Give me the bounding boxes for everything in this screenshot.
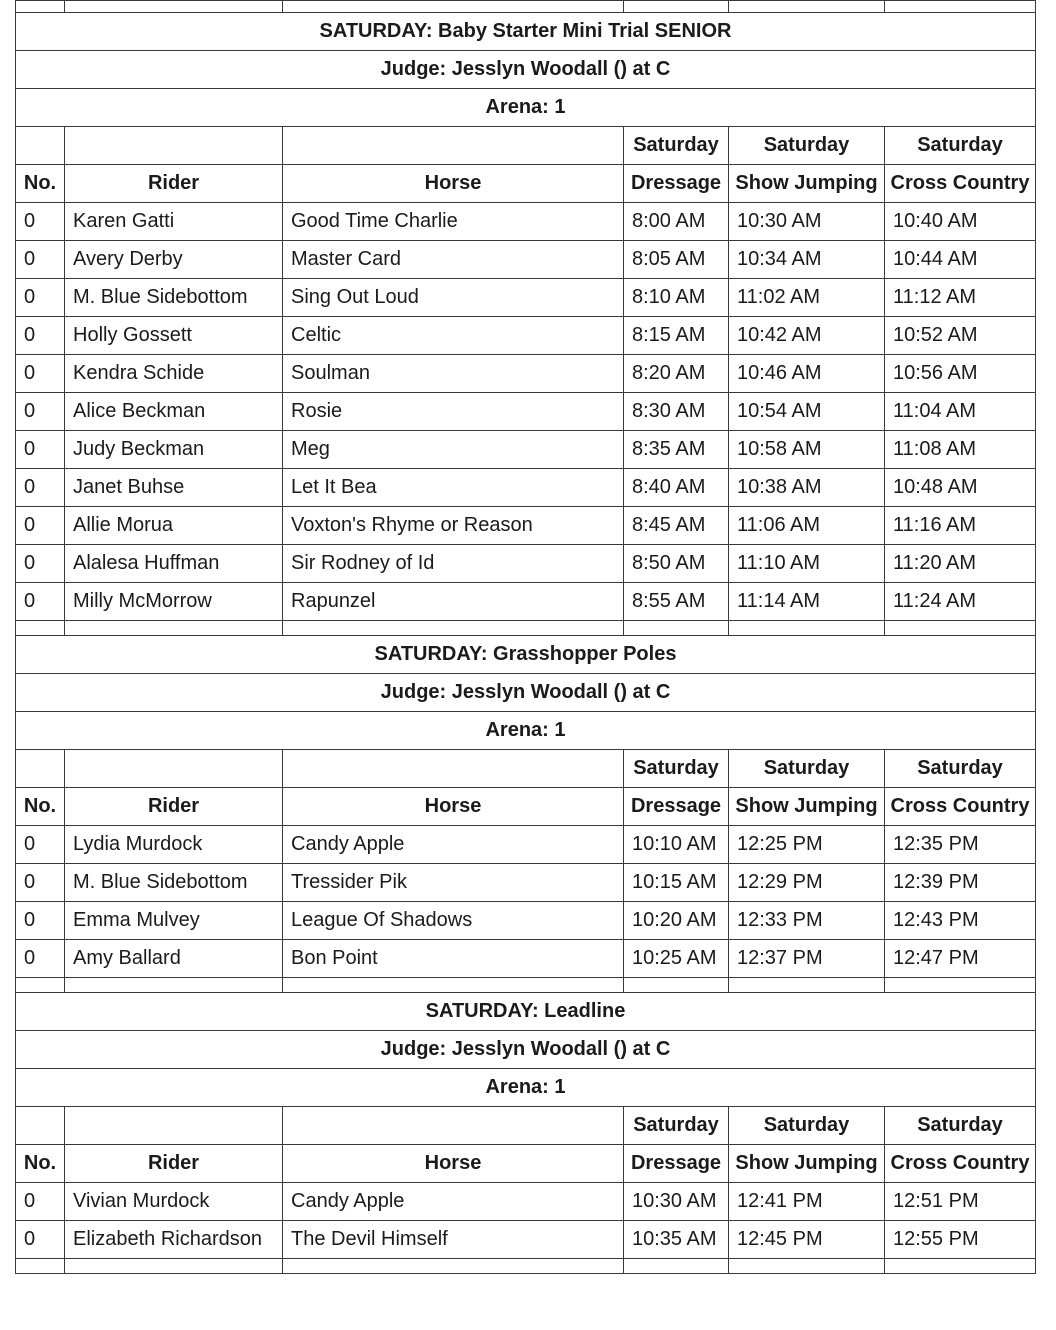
no-column-header: No.	[16, 165, 65, 203]
cross-country-time: 11:08 AM	[885, 431, 1036, 469]
spacer-cell	[624, 978, 729, 993]
dressage-day-header: Saturday	[624, 127, 729, 165]
cross-country-time: 12:35 PM	[885, 826, 1036, 864]
show-jumping-time: 12:33 PM	[729, 902, 885, 940]
entry-number: 0	[16, 507, 65, 545]
section-spacer-row	[16, 978, 1036, 993]
horse-name: Rapunzel	[283, 583, 624, 621]
blank-header-cell	[65, 1107, 283, 1145]
spacer-cell	[729, 978, 885, 993]
table-row	[16, 826, 1036, 864]
horse-name: Voxton's Rhyme or Reason	[283, 507, 624, 545]
spacer-cell	[65, 1, 283, 13]
rider-name: M. Blue Sidebottom	[65, 864, 283, 902]
show-jumping-time: 10:58 AM	[729, 431, 885, 469]
table-row	[16, 279, 1036, 317]
section-title-row	[16, 636, 1036, 674]
judge-line-row	[16, 1031, 1036, 1069]
judge-line: Judge: Jesslyn Woodall () at C	[16, 674, 1036, 712]
blank-header-cell	[16, 750, 65, 788]
dressage-time: 8:55 AM	[624, 583, 729, 621]
rider-name: Kendra Schide	[65, 355, 283, 393]
show-jumping-time: 11:02 AM	[729, 279, 885, 317]
table-row	[16, 545, 1036, 583]
horse-name: Sir Rodney of Id	[283, 545, 624, 583]
table-row	[16, 469, 1036, 507]
rider-name: Alice Beckman	[65, 393, 283, 431]
horse-name: Soulman	[283, 355, 624, 393]
entry-number: 0	[16, 583, 65, 621]
cross-country-time: 12:39 PM	[885, 864, 1036, 902]
horse-name: The Devil Himself	[283, 1221, 624, 1259]
entry-number: 0	[16, 393, 65, 431]
entry-number: 0	[16, 355, 65, 393]
blank-header-cell	[16, 1107, 65, 1145]
rider-name: M. Blue Sidebottom	[65, 279, 283, 317]
show-jumping-time: 12:37 PM	[729, 940, 885, 978]
day-header-row	[16, 127, 1036, 165]
rider-name: Avery Derby	[65, 241, 283, 279]
dressage-time: 8:05 AM	[624, 241, 729, 279]
rider-name: Emma Mulvey	[65, 902, 283, 940]
top-spacer-row	[16, 1, 1036, 13]
show-jumping-time: 10:38 AM	[729, 469, 885, 507]
blank-header-cell	[283, 127, 624, 165]
rider-name: Allie Morua	[65, 507, 283, 545]
dressage-time: 8:35 AM	[624, 431, 729, 469]
horse-name: Candy Apple	[283, 826, 624, 864]
table-row	[16, 1221, 1036, 1259]
entry-number: 0	[16, 826, 65, 864]
dressage-time: 10:15 AM	[624, 864, 729, 902]
arena-line-row	[16, 1069, 1036, 1107]
spacer-cell	[729, 621, 885, 636]
dressage-time: 8:30 AM	[624, 393, 729, 431]
cross-country-time: 12:55 PM	[885, 1221, 1036, 1259]
spacer-cell	[885, 1259, 1036, 1274]
show-jumping-day-header: Saturday	[729, 127, 885, 165]
cross-country-day-header: Saturday	[885, 750, 1036, 788]
entry-number: 0	[16, 317, 65, 355]
entry-number: 0	[16, 1221, 65, 1259]
table-row	[16, 355, 1036, 393]
horse-column-header: Horse	[283, 788, 624, 826]
rider-name: Alalesa Huffman	[65, 545, 283, 583]
spacer-cell	[283, 978, 624, 993]
entry-number: 0	[16, 864, 65, 902]
cross-country-time: 10:40 AM	[885, 203, 1036, 241]
cross-country-day-header: Saturday	[885, 1107, 1036, 1145]
dressage-time: 10:20 AM	[624, 902, 729, 940]
table-row	[16, 507, 1036, 545]
horse-name: Meg	[283, 431, 624, 469]
show-jumping-time: 11:14 AM	[729, 583, 885, 621]
spacer-cell	[65, 978, 283, 993]
cross-country-time: 11:16 AM	[885, 507, 1036, 545]
blank-header-cell	[65, 750, 283, 788]
arena-line-row	[16, 712, 1036, 750]
cross-country-time: 10:52 AM	[885, 317, 1036, 355]
arena-line: Arena: 1	[16, 712, 1036, 750]
horse-name: Celtic	[283, 317, 624, 355]
show-jumping-column-header: Show Jumping	[729, 788, 885, 826]
table-row	[16, 393, 1036, 431]
show-jumping-column-header: Show Jumping	[729, 165, 885, 203]
dressage-time: 8:10 AM	[624, 279, 729, 317]
judge-line-row	[16, 674, 1036, 712]
spacer-cell	[885, 978, 1036, 993]
spacer-cell	[283, 621, 624, 636]
dressage-time: 10:25 AM	[624, 940, 729, 978]
spacer-cell	[624, 621, 729, 636]
cross-country-time: 10:48 AM	[885, 469, 1036, 507]
dressage-day-header: Saturday	[624, 1107, 729, 1145]
dressage-time: 10:10 AM	[624, 826, 729, 864]
spacer-cell	[729, 1, 885, 13]
section-title-row	[16, 13, 1036, 51]
horse-column-header: Horse	[283, 165, 624, 203]
section-title: SATURDAY: Grasshopper Poles	[16, 636, 1036, 674]
rider-name: Holly Gossett	[65, 317, 283, 355]
section-title-row	[16, 993, 1036, 1031]
cross-country-time: 12:47 PM	[885, 940, 1036, 978]
horse-name: Sing Out Loud	[283, 279, 624, 317]
day-header-row	[16, 1107, 1036, 1145]
show-jumping-time: 10:54 AM	[729, 393, 885, 431]
spacer-cell	[624, 1, 729, 13]
table-row	[16, 902, 1036, 940]
horse-name: Let It Bea	[283, 469, 624, 507]
dressage-time: 8:45 AM	[624, 507, 729, 545]
cross-country-time: 10:56 AM	[885, 355, 1036, 393]
rider-name: Karen Gatti	[65, 203, 283, 241]
column-header-row	[16, 1145, 1036, 1183]
spacer-cell	[283, 1, 624, 13]
spacer-cell	[16, 1259, 65, 1274]
dressage-day-header: Saturday	[624, 750, 729, 788]
no-column-header: No.	[16, 788, 65, 826]
rider-column-header: Rider	[65, 165, 283, 203]
cross-country-time: 12:51 PM	[885, 1183, 1036, 1221]
cross-country-time: 12:43 PM	[885, 902, 1036, 940]
spacer-cell	[16, 1, 65, 13]
table-row	[16, 940, 1036, 978]
cross-country-column-header: Cross Country	[885, 165, 1036, 203]
rider-name: Janet Buhse	[65, 469, 283, 507]
section-title: SATURDAY: Leadline	[16, 993, 1036, 1031]
schedule-table	[15, 0, 1036, 1274]
table-row	[16, 241, 1036, 279]
spacer-cell	[65, 1259, 283, 1274]
spacer-cell	[624, 1259, 729, 1274]
cross-country-time: 11:12 AM	[885, 279, 1036, 317]
blank-header-cell	[65, 127, 283, 165]
spacer-cell	[65, 621, 283, 636]
rider-name: Judy Beckman	[65, 431, 283, 469]
dressage-column-header: Dressage	[624, 165, 729, 203]
spacer-cell	[283, 1259, 624, 1274]
cross-country-time: 11:04 AM	[885, 393, 1036, 431]
horse-name: Rosie	[283, 393, 624, 431]
judge-line: Judge: Jesslyn Woodall () at C	[16, 1031, 1036, 1069]
table-row	[16, 431, 1036, 469]
section-spacer-row	[16, 621, 1036, 636]
table-row	[16, 583, 1036, 621]
dressage-time: 8:20 AM	[624, 355, 729, 393]
show-jumping-time: 10:34 AM	[729, 241, 885, 279]
blank-header-cell	[16, 127, 65, 165]
spacer-cell	[885, 1, 1036, 13]
spacer-cell	[16, 621, 65, 636]
horse-name: Bon Point	[283, 940, 624, 978]
spacer-cell	[885, 621, 1036, 636]
dressage-column-header: Dressage	[624, 788, 729, 826]
dressage-time: 8:00 AM	[624, 203, 729, 241]
schedule-sheet	[15, 0, 1035, 1274]
rider-name: Amy Ballard	[65, 940, 283, 978]
show-jumping-time: 12:41 PM	[729, 1183, 885, 1221]
arena-line: Arena: 1	[16, 89, 1036, 127]
cross-country-time: 11:20 AM	[885, 545, 1036, 583]
bottom-spacer-row	[16, 1259, 1036, 1274]
rider-name: Elizabeth Richardson	[65, 1221, 283, 1259]
cross-country-day-header: Saturday	[885, 127, 1036, 165]
horse-name: Tressider Pik	[283, 864, 624, 902]
horse-name: League Of Shadows	[283, 902, 624, 940]
show-jumping-day-header: Saturday	[729, 750, 885, 788]
show-jumping-time: 12:25 PM	[729, 826, 885, 864]
show-jumping-time: 11:06 AM	[729, 507, 885, 545]
entry-number: 0	[16, 279, 65, 317]
rider-column-header: Rider	[65, 788, 283, 826]
rider-name: Vivian Murdock	[65, 1183, 283, 1221]
column-header-row	[16, 788, 1036, 826]
dressage-time: 8:15 AM	[624, 317, 729, 355]
show-jumping-time: 12:45 PM	[729, 1221, 885, 1259]
no-column-header: No.	[16, 1145, 65, 1183]
horse-column-header: Horse	[283, 1145, 624, 1183]
horse-name: Good Time Charlie	[283, 203, 624, 241]
dressage-column-header: Dressage	[624, 1145, 729, 1183]
cross-country-time: 10:44 AM	[885, 241, 1036, 279]
horse-name: Candy Apple	[283, 1183, 624, 1221]
cross-country-column-header: Cross Country	[885, 788, 1036, 826]
show-jumping-time: 10:30 AM	[729, 203, 885, 241]
table-row	[16, 864, 1036, 902]
show-jumping-time: 11:10 AM	[729, 545, 885, 583]
dressage-time: 8:40 AM	[624, 469, 729, 507]
rider-column-header: Rider	[65, 1145, 283, 1183]
table-row	[16, 1183, 1036, 1221]
entry-number: 0	[16, 203, 65, 241]
entry-number: 0	[16, 940, 65, 978]
blank-header-cell	[283, 750, 624, 788]
show-jumping-time: 10:42 AM	[729, 317, 885, 355]
entry-number: 0	[16, 902, 65, 940]
show-jumping-time: 12:29 PM	[729, 864, 885, 902]
table-row	[16, 317, 1036, 355]
arena-line-row	[16, 89, 1036, 127]
show-jumping-time: 10:46 AM	[729, 355, 885, 393]
spacer-cell	[16, 978, 65, 993]
spacer-cell	[729, 1259, 885, 1274]
cross-country-time: 11:24 AM	[885, 583, 1036, 621]
rider-name: Lydia Murdock	[65, 826, 283, 864]
entry-number: 0	[16, 469, 65, 507]
entry-number: 0	[16, 545, 65, 583]
arena-line: Arena: 1	[16, 1069, 1036, 1107]
judge-line: Judge: Jesslyn Woodall () at C	[16, 51, 1036, 89]
section-title: SATURDAY: Baby Starter Mini Trial SENIOR	[16, 13, 1036, 51]
column-header-row	[16, 165, 1036, 203]
blank-header-cell	[283, 1107, 624, 1145]
cross-country-column-header: Cross Country	[885, 1145, 1036, 1183]
judge-line-row	[16, 51, 1036, 89]
day-header-row	[16, 750, 1036, 788]
entry-number: 0	[16, 431, 65, 469]
table-row	[16, 203, 1036, 241]
rider-name: Milly McMorrow	[65, 583, 283, 621]
horse-name: Master Card	[283, 241, 624, 279]
dressage-time: 8:50 AM	[624, 545, 729, 583]
show-jumping-column-header: Show Jumping	[729, 1145, 885, 1183]
dressage-time: 10:30 AM	[624, 1183, 729, 1221]
show-jumping-day-header: Saturday	[729, 1107, 885, 1145]
entry-number: 0	[16, 241, 65, 279]
dressage-time: 10:35 AM	[624, 1221, 729, 1259]
entry-number: 0	[16, 1183, 65, 1221]
